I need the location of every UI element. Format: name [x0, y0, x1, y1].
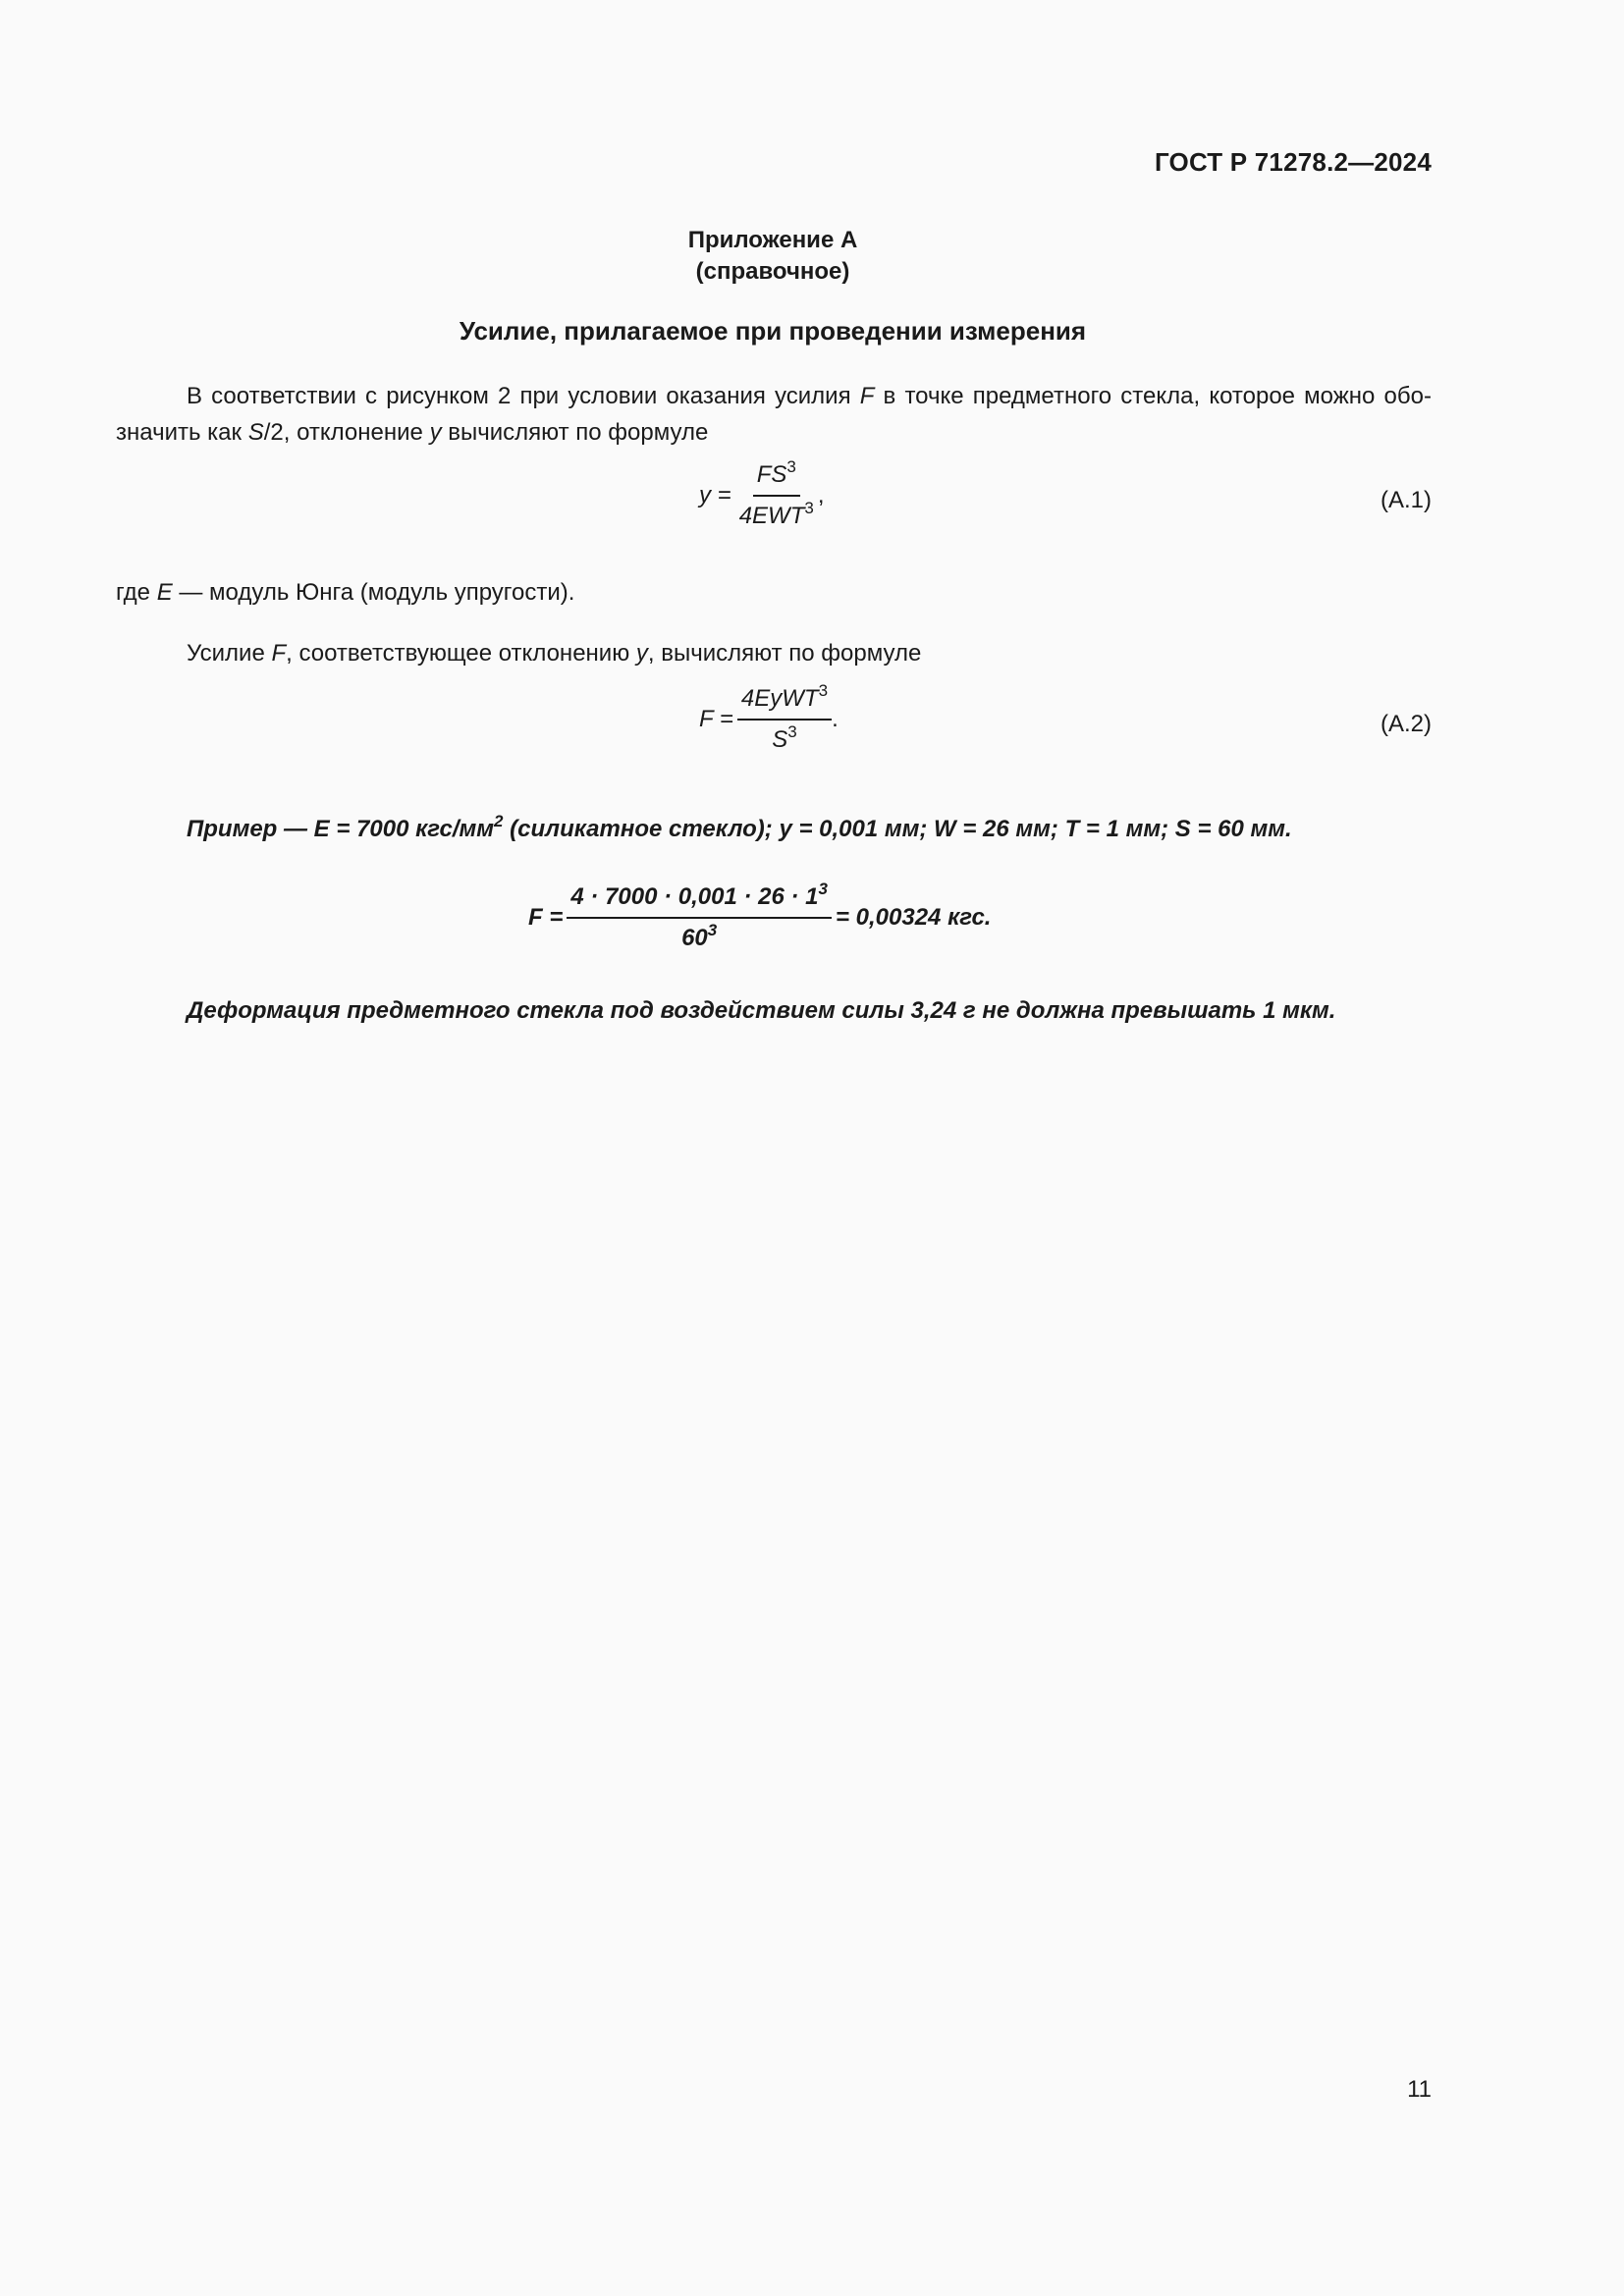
conclusion-text: Деформация предметного стекла под воздействием силы 3,24 г не должна превышать 1 мкм.: [187, 997, 1336, 1024]
formula-a2-denominator: $S^3$: [772, 722, 797, 753]
paragraph-intro: В соответствии с рисунком 2 при условии оказания усилия F в точке предметного стекла, которое можно обо-значить как S/2, отклонение y вычисляют по формуле: [116, 383, 1432, 446]
formula-a2-fraction: [737, 681, 832, 754]
calc-result: = 0,00324 кгс.: [835, 904, 992, 931]
formula-a1: [699, 457, 825, 530]
paragraph-force: Усилие F, соответствующее отклонению y, вычисляют по формуле: [187, 640, 922, 667]
calc-fraction: [567, 880, 832, 952]
formula-a2-numerator: 4EyWT$^3$: [737, 685, 832, 721]
annex-title: Приложение А: [687, 227, 858, 253]
paragraph-where: где E — модуль Юнга (модуль упругости).: [116, 579, 575, 606]
formula-a1-fraction: [735, 457, 818, 530]
calc-denominator: $60^3$: [681, 921, 718, 951]
formula-a1-denominator: 4EWT$^3$: [738, 499, 814, 529]
equation-number-a1: (А.1): [1380, 487, 1432, 513]
annex-subtitle: (справочное): [695, 258, 850, 285]
document-code: ГОСТ Р 71278.2—2024: [1154, 147, 1432, 177]
page-number: 11: [1407, 2076, 1432, 2103]
example-line: Пример — E = 7000 кгс/$мм^2$ (силикатное стекло); y = 0,001 мм; W = 26 мм; T = 1 мм; S = 60 мм.: [187, 812, 1292, 842]
formula-a1-trail: ,: [817, 482, 825, 508]
formula-a2: [699, 681, 839, 754]
calc-numerator: $4 \cdot 7000 \cdot 0,001 \cdot 26 \cdot 1^3$: [567, 883, 832, 919]
equation-number-a2: (А.2): [1380, 711, 1432, 737]
formula-a1-lhs: y =: [699, 482, 731, 508]
example-calculation: [528, 880, 992, 952]
formula-a2-trail: .: [832, 706, 839, 732]
section-title: Усилие, прилагаемое при проведении измерения: [459, 316, 1087, 346]
formula-a1-numerator: $FS^3$: [753, 461, 800, 497]
calc-lhs: F =: [528, 904, 564, 931]
formula-a2-lhs: F =: [699, 706, 733, 732]
